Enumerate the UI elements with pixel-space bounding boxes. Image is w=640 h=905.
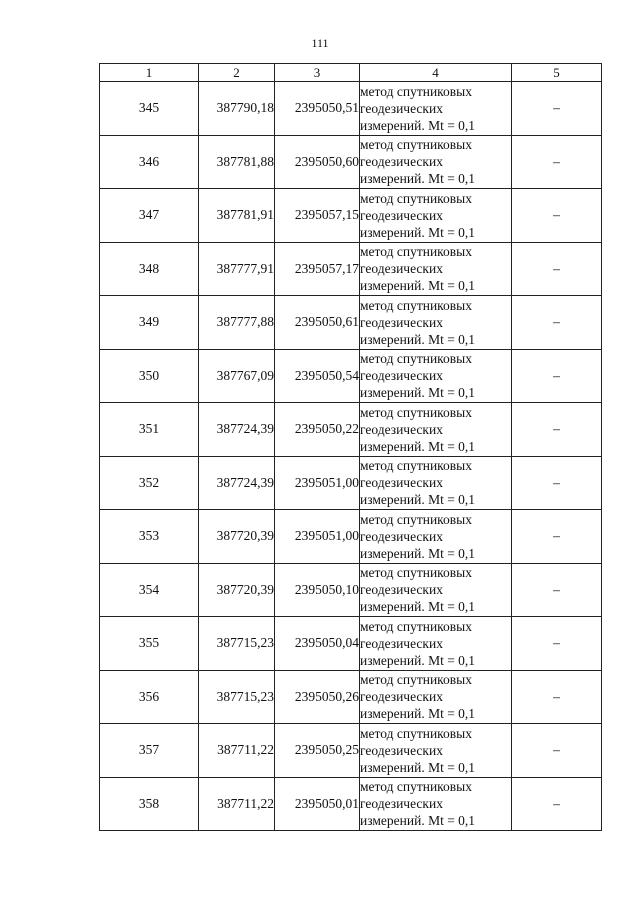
coordinates-table [99, 63, 602, 831]
note-cell: – [512, 563, 602, 617]
method-line: метод спутниковых [360, 137, 472, 153]
point-number-cell: 353 [100, 510, 199, 564]
method-line: геодезических [360, 635, 443, 651]
method-line: измерений. Mt = 0,1 [360, 599, 476, 615]
note-cell: – [512, 349, 602, 403]
table-row [100, 296, 602, 350]
method-line: измерений. Mt = 0,1 [360, 171, 476, 187]
method-line: геодезических [360, 100, 443, 116]
method-cell [360, 777, 512, 831]
method-line: геодезических [360, 796, 443, 812]
method-line: метод спутниковых [360, 244, 472, 260]
method-cell [360, 189, 512, 243]
y-coordinate-cell: 2395050,60 [275, 135, 360, 189]
method-line: измерений. Mt = 0,1 [360, 652, 476, 668]
point-number-cell: 345 [100, 82, 199, 136]
table-row [100, 510, 602, 564]
x-coordinate-cell: 387777,88 [199, 296, 275, 350]
table-row [100, 670, 602, 724]
note-cell: – [512, 510, 602, 564]
table-row [100, 724, 602, 778]
table-row [100, 242, 602, 296]
method-line: измерений. Mt = 0,1 [360, 385, 476, 401]
note-cell: – [512, 296, 602, 350]
method-line: геодезических [360, 689, 443, 705]
method-line: измерений. Mt = 0,1 [360, 117, 476, 133]
method-line: метод спутниковых [360, 404, 472, 420]
column-header: 5 [512, 64, 602, 82]
method-line: геодезических [360, 475, 443, 491]
method-line: метод спутниковых [360, 779, 472, 795]
x-coordinate-cell: 387715,23 [199, 670, 275, 724]
method-line: измерений. Mt = 0,1 [360, 492, 476, 508]
point-number-cell: 352 [100, 456, 199, 510]
method-line: геодезических [360, 528, 443, 544]
method-line: измерений. Mt = 0,1 [360, 706, 476, 722]
method-line: измерений. Mt = 0,1 [360, 759, 476, 775]
method-line: измерений. Mt = 0,1 [360, 438, 476, 454]
note-cell: – [512, 242, 602, 296]
table-row [100, 82, 602, 136]
page-number: 111 [311, 36, 329, 50]
x-coordinate-cell: 387781,91 [199, 189, 275, 243]
x-coordinate-cell: 387724,39 [199, 456, 275, 510]
x-coordinate-cell: 387720,39 [199, 563, 275, 617]
table-row [100, 403, 602, 457]
method-line: измерений. Mt = 0,1 [360, 813, 476, 829]
point-number-cell: 349 [100, 296, 199, 350]
method-line: измерений. Mt = 0,1 [360, 331, 476, 347]
x-coordinate-cell: 387720,39 [199, 510, 275, 564]
table-row [100, 349, 602, 403]
method-line: геодезических [360, 582, 443, 598]
table-body [100, 82, 602, 831]
method-line: геодезических [360, 154, 443, 170]
note-cell: – [512, 403, 602, 457]
table-row [100, 135, 602, 189]
y-coordinate-cell: 2395057,15 [275, 189, 360, 243]
method-cell [360, 724, 512, 778]
method-cell [360, 670, 512, 724]
point-number-cell: 354 [100, 563, 199, 617]
x-coordinate-cell: 387777,91 [199, 242, 275, 296]
method-cell [360, 135, 512, 189]
note-cell: – [512, 82, 602, 136]
x-coordinate-cell: 387790,18 [199, 82, 275, 136]
y-coordinate-cell: 2395050,26 [275, 670, 360, 724]
method-cell [360, 617, 512, 671]
method-cell [360, 349, 512, 403]
table-row [100, 617, 602, 671]
note-cell: – [512, 189, 602, 243]
method-line: геодезических [360, 261, 443, 277]
method-line: измерений. Mt = 0,1 [360, 224, 476, 240]
method-line: метод спутниковых [360, 672, 472, 688]
note-cell: – [512, 670, 602, 724]
y-coordinate-cell: 2395050,04 [275, 617, 360, 671]
point-number-cell: 358 [100, 777, 199, 831]
column-header: 1 [100, 64, 199, 82]
method-line: метод спутниковых [360, 297, 472, 313]
y-coordinate-cell: 2395050,54 [275, 349, 360, 403]
method-line: метод спутниковых [360, 458, 472, 474]
method-cell [360, 403, 512, 457]
method-cell [360, 296, 512, 350]
method-line: метод спутниковых [360, 725, 472, 741]
method-cell [360, 510, 512, 564]
x-coordinate-cell: 387715,23 [199, 617, 275, 671]
table-row [100, 563, 602, 617]
point-number-cell: 357 [100, 724, 199, 778]
point-number-cell: 350 [100, 349, 199, 403]
point-number-cell: 348 [100, 242, 199, 296]
column-header: 2 [199, 64, 275, 82]
table-row [100, 777, 602, 831]
note-cell: – [512, 456, 602, 510]
table-header-row [100, 64, 602, 82]
method-cell [360, 456, 512, 510]
y-coordinate-cell: 2395050,61 [275, 296, 360, 350]
method-line: метод спутниковых [360, 83, 472, 99]
y-coordinate-cell: 2395051,00 [275, 510, 360, 564]
column-header: 3 [275, 64, 360, 82]
point-number-cell: 356 [100, 670, 199, 724]
x-coordinate-cell: 387711,22 [199, 724, 275, 778]
y-coordinate-cell: 2395050,10 [275, 563, 360, 617]
method-line: геодезических [360, 207, 443, 223]
x-coordinate-cell: 387724,39 [199, 403, 275, 457]
method-line: геодезических [360, 421, 443, 437]
y-coordinate-cell: 2395050,01 [275, 777, 360, 831]
y-coordinate-cell: 2395057,17 [275, 242, 360, 296]
table-row [100, 456, 602, 510]
y-coordinate-cell: 2395050,22 [275, 403, 360, 457]
y-coordinate-cell: 2395050,25 [275, 724, 360, 778]
column-header: 4 [360, 64, 512, 82]
point-number-cell: 355 [100, 617, 199, 671]
note-cell: – [512, 617, 602, 671]
point-number-cell: 346 [100, 135, 199, 189]
method-line: метод спутниковых [360, 565, 472, 581]
note-cell: – [512, 724, 602, 778]
method-line: геодезических [360, 742, 443, 758]
x-coordinate-cell: 387711,22 [199, 777, 275, 831]
method-cell [360, 563, 512, 617]
method-line: метод спутниковых [360, 190, 472, 206]
x-coordinate-cell: 387781,88 [199, 135, 275, 189]
method-line: метод спутниковых [360, 511, 472, 527]
method-line: метод спутниковых [360, 618, 472, 634]
x-coordinate-cell: 387767,09 [199, 349, 275, 403]
note-cell: – [512, 135, 602, 189]
point-number-cell: 347 [100, 189, 199, 243]
y-coordinate-cell: 2395051,00 [275, 456, 360, 510]
method-line: геодезических [360, 314, 443, 330]
method-cell [360, 82, 512, 136]
method-line: метод спутниковых [360, 351, 472, 367]
point-number-cell: 351 [100, 403, 199, 457]
table-row [100, 189, 602, 243]
note-cell: – [512, 777, 602, 831]
method-cell [360, 242, 512, 296]
method-line: измерений. Mt = 0,1 [360, 278, 476, 294]
y-coordinate-cell: 2395050,51 [275, 82, 360, 136]
method-line: измерений. Mt = 0,1 [360, 545, 476, 561]
method-line: геодезических [360, 368, 443, 384]
